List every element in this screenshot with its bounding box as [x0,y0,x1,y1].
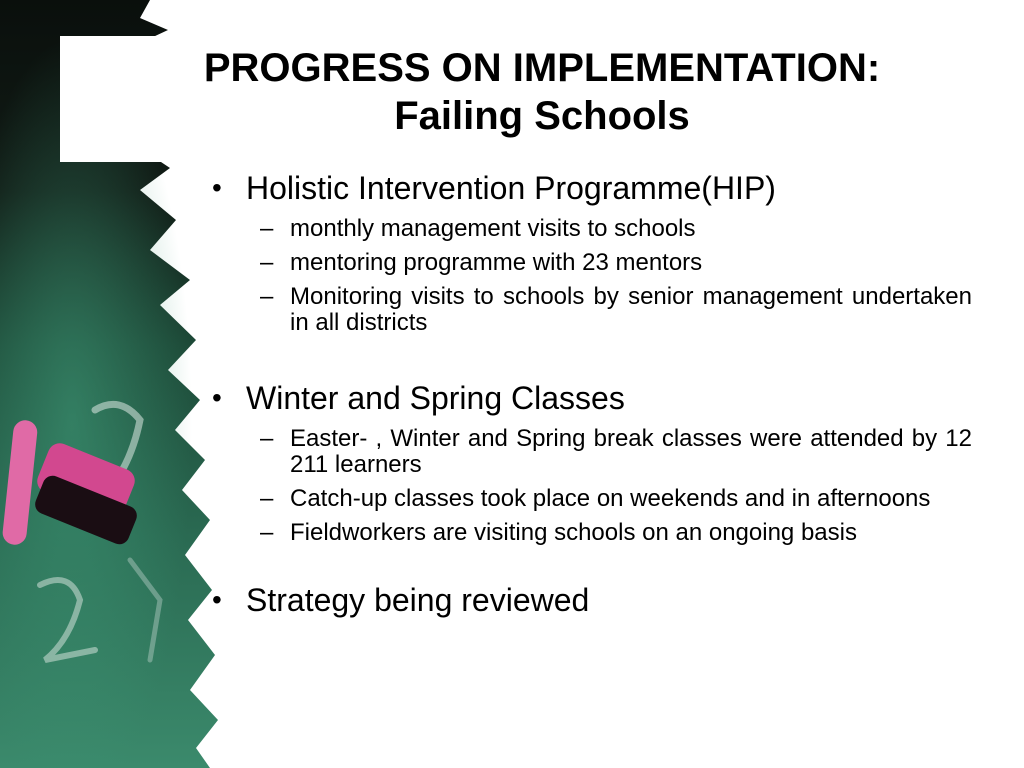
bullet-item [206,378,972,418]
bullet-marker: • [212,382,222,413]
dash-marker: – [260,283,274,310]
slide-content [206,168,972,620]
sub-bullet-text: Monitoring visits to schools by senior management undertaken in all districts [290,283,972,336]
sub-bullet-item [206,284,972,336]
sub-bullet-text: monthly management visits to schools [290,215,696,242]
bullet-label: Winter and Spring Classes [246,380,625,416]
dash-marker: – [260,519,274,546]
sub-bullet-item [206,250,972,276]
sub-bullet-text: Easter- , Winter and Spring break classes were attended by 12 211 learners [290,425,972,478]
bullet-item [206,168,972,208]
sub-bullet-text: Fieldworkers are visiting schools on an ongoing basis [290,519,857,546]
title-line-2: Failing Schools [394,94,690,138]
sub-bullet-item [206,520,972,546]
dash-marker: – [260,425,274,452]
bullet-marker: • [212,172,222,203]
sub-bullet-item [206,486,972,512]
sub-bullet-item [206,426,972,478]
dash-marker: – [260,485,274,512]
dash-marker: – [260,215,274,242]
bullet-label: Strategy being reviewed [246,582,590,618]
bullet-label: Holistic Intervention Programme(HIP) [246,170,776,206]
bullet-item [206,580,972,620]
sub-bullet-text: mentoring programme with 23 mentors [290,249,703,276]
sub-bullet-item [206,216,972,242]
sub-bullet-list [206,216,972,336]
sub-bullet-text: Catch-up classes took place on weekends and in afternoons [290,485,931,512]
title-line-1: PROGRESS ON IMPLEMENTATION: [203,46,881,90]
dash-marker: – [260,249,274,276]
sub-bullet-list [206,426,972,546]
bullet-marker: • [212,584,222,615]
slide-title [60,44,1024,140]
